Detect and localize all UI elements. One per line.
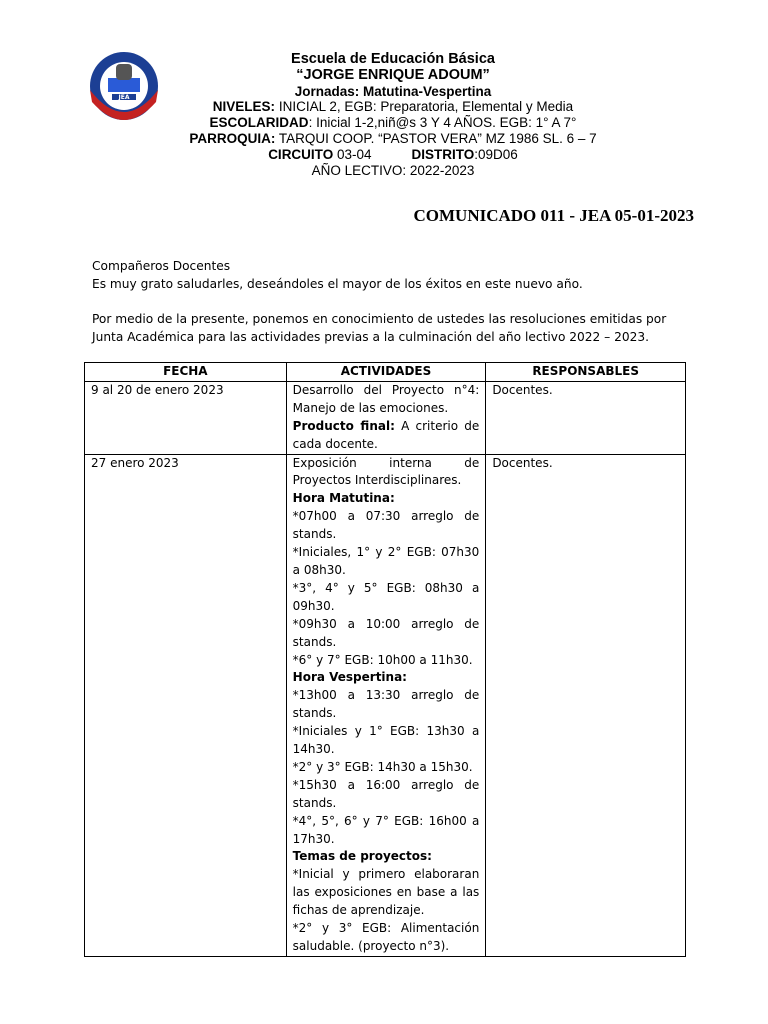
body-paragraph-line-2: Junta Académica para las actividades previas a la culminación del año lectivo 2022 – 2023. (92, 330, 650, 344)
letterhead (150, 52, 636, 178)
schedule-item: *13h00 a 13:30 arreglo de stands. (292, 688, 480, 721)
header-fecha: FECHA (85, 363, 287, 382)
parroquia-label: PARROQUIA: (189, 130, 276, 146)
product-value: A criterio de cada docente. (292, 418, 480, 451)
body-paragraph-line-1: Por medio de la presente, ponemos en conocimiento de ustedes las resoluciones emitidas por (92, 312, 667, 326)
escolaridad (150, 115, 636, 131)
niveles (150, 99, 636, 115)
hora-matutina-heading: Hora Matutina: (292, 491, 395, 506)
activities-table (84, 362, 686, 957)
activity-text: Desarrollo del Proyecto n°4: Manejo de las emociones. (292, 382, 480, 415)
cell-responsables: Docentes. (486, 381, 686, 454)
cell-responsables: Docentes. (486, 454, 686, 956)
hora-vespertina-heading: Hora Vespertina: (292, 670, 407, 685)
schedule-item: *15h30 a 16:00 arreglo de stands. (292, 777, 480, 810)
parroquia (150, 131, 636, 147)
schedule-item: *09h30 a 10:00 arreglo de stands. (292, 616, 480, 649)
circuito-distrito (150, 147, 636, 163)
body-line-1: Es muy grato saludarles, deseándoles el mayor de los éxitos en este nuevo año. (92, 277, 583, 291)
distrito-value: :09D06 (474, 146, 518, 162)
greeting: Compañeros Docentes (92, 259, 231, 273)
schedule-item: *6° y 7° EGB: 10h00 a 11h30. (292, 652, 473, 667)
table-row (85, 454, 686, 956)
activity-text: Exposición interna de Proyectos Interdisciplinares. (292, 455, 480, 488)
schedule-item: *3°, 4° y 5° EGB: 08h30 a 09h30. (292, 580, 480, 613)
tema-item: *2° y 3° EGB: Alimentación saludable. (proyecto n°3). (292, 921, 480, 953)
header-actividades: ACTIVIDADES (286, 363, 486, 382)
schedule-item: *Iniciales y 1° EGB: 13h30 a 14h30. (292, 724, 480, 757)
schedule-item: *Iniciales, 1° y 2° EGB: 07h30 a 08h30. (292, 545, 480, 577)
activity-product (293, 418, 480, 454)
header-responsables: RESPONSABLES (486, 363, 686, 382)
comunicado-title: COMUNICADO 011 - JEA 05-01-2023 (413, 206, 694, 225)
schedule-item: *4°, 5°, 6° y 7° EGB: 16h00 a 17h30. (292, 813, 480, 846)
anio-lectivo: AÑO LECTIVO: 2022-2023 (311, 162, 475, 178)
cell-actividades (286, 454, 486, 956)
escolaridad-label: ESCOLARIDAD (209, 115, 309, 131)
circuito-value: 03-04 (333, 146, 372, 162)
niveles-label: NIVELES: (212, 99, 276, 115)
escolaridad-value: : Inicial 1-2,niñ@s 3 Y 4 AÑOS. EGB: 1° A 7° (308, 115, 577, 131)
product-label: Producto final: (292, 418, 395, 433)
jornadas: Jornadas: Matutina-Vespertina (294, 83, 492, 99)
tema-item: *Inicial y primero elaboraran las exposiciones en base a las fichas de aprendizaje. (292, 867, 480, 918)
school-name: “JORGE ENRIQUE ADOUM” (296, 66, 490, 83)
cell-fecha: 9 al 20 de enero 2023 (85, 381, 287, 454)
letter-body (92, 257, 692, 346)
schedule-item: *2° y 3° EGB: 14h30 a 15h30. (292, 759, 473, 774)
svg-text:JEA: JEA (118, 94, 130, 101)
distrito-label: DISTRITO (411, 146, 475, 162)
parroquia-value: TARQUI COOP. “PASTOR VERA” MZ 1986 SL. 6 – 7 (275, 130, 597, 146)
table-row (85, 381, 686, 454)
schedule-item: *07h00 a 07:30 arreglo de stands. (292, 509, 480, 542)
circuito-label: CIRCUITO (268, 146, 334, 162)
school-type: Escuela de Educación Básica (291, 51, 495, 67)
temas-heading: Temas de proyectos: (292, 849, 432, 864)
cell-actividades (286, 381, 486, 454)
table-header-row (85, 363, 686, 382)
niveles-value: INICIAL 2, EGB: Preparatoria, Elemental y Media (275, 99, 574, 115)
cell-fecha: 27 enero 2023 (85, 454, 287, 956)
